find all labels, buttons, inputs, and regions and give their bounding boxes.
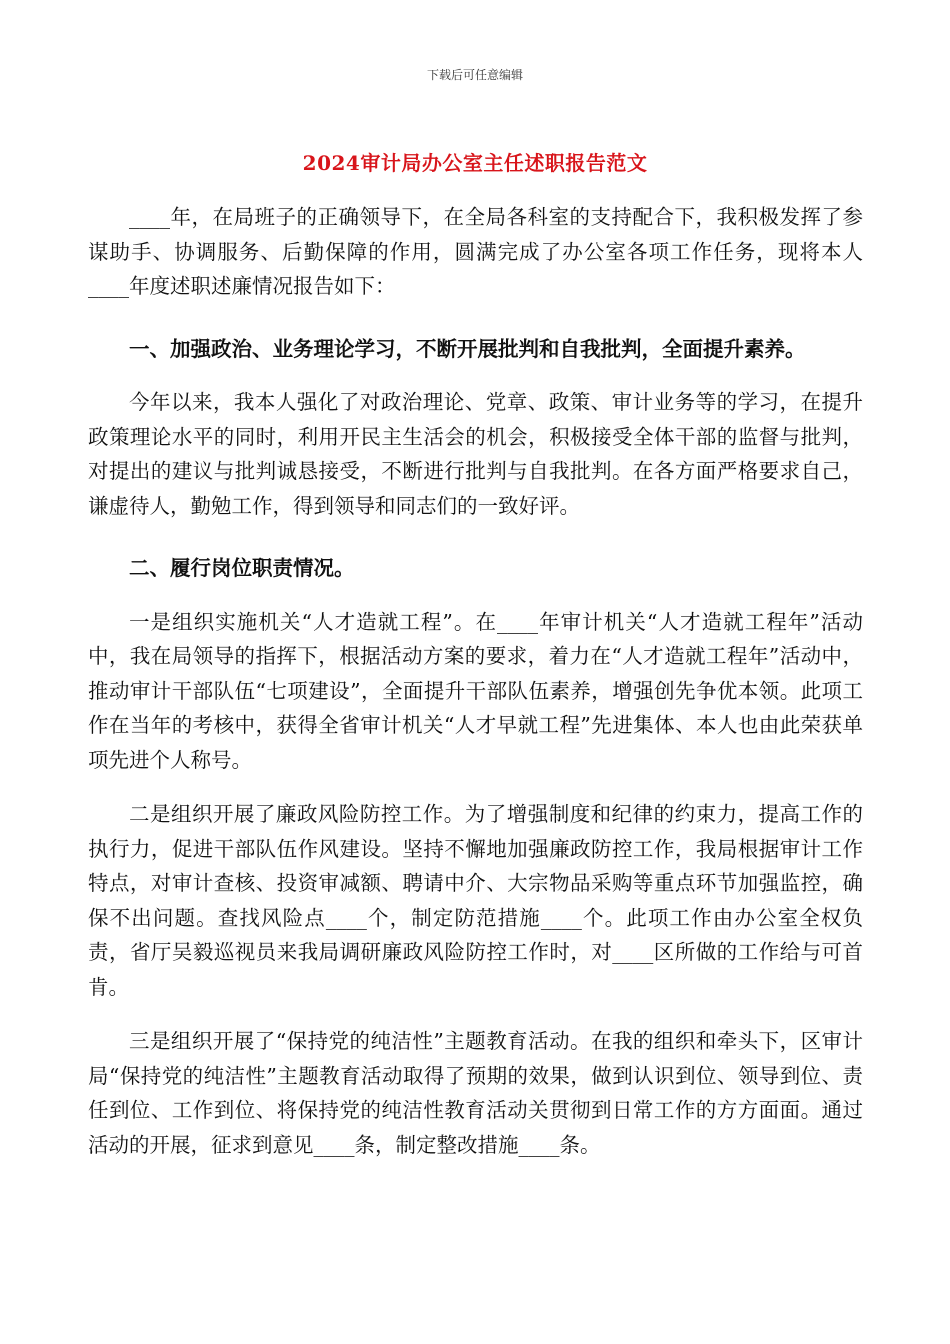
section-2-heading: 二、履行岗位职责情况。 (129, 556, 355, 580)
document-body (88, 200, 863, 1162)
section-2-paragraph-3: 三是组织开展了“保持党的纯洁性”主题教育活动。在我的组织和牵头下，区审计局“保持党的纯洁性”主题教育活动取得了预期的效果，做到认识到位、领导到位、责任到位、工作到位、将保持党的纯洁性教育活动关贯彻到日常工作的方方面面。通过活动的开展，征求到意见____条，制定整改措施____条。 (88, 1029, 863, 1157)
header-note: 下载后可任意编辑 (426, 68, 523, 82)
section-1-heading: 一、加强政治、业务理论学习，不断开展批判和自我批判，全面提升素养。 (129, 336, 806, 361)
section-2-paragraph-2: 二是组织开展了廉政风险防控工作。为了增强制度和纪律的约束力，提高工作的执行力，促进干部队伍作风建设。坚持不懈地加强廉政防控工作，我局根据审计工作特点，对审计查核、投资审减额、聘请中介、大宗物品采购等重点环节加强监控，确保不出问题。查找风险点____个，制定防范措施____个。此项工作由办公室全权负责，省厅吴毅巡视员来我局调研廉政风险防控工作时，对____区所做的工作给与可首肯。 (88, 802, 863, 999)
document-title: 2024审计局办公室主任述职报告范文 (302, 151, 648, 175)
section-2-paragraph-1: 一是组织实施机关“人才造就工程”。在____年审计机关“人才造就工程年”活动中，我在局领导的指挥下，根据活动方案的要求，着力在“人才造就工程年”活动中，推动审计干部队伍“七项建设”，全面提升干部队伍素养，增强创先争优本领。此项工作在当年的考核中，获得全省审计机关“人才早就工程”先进集体、本人也由此荣获单项先进个人称号。 (88, 609, 863, 772)
intro-paragraph: ____年，在局班子的正确领导下，在全局各科室的支持配合下，我积极发挥了参谋助手、协调服务、后勤保障的作用，圆满完成了办公室各项工作任务，现将本人____年度述职述廉情况报告如下： (88, 205, 863, 298)
section-1-paragraph: 今年以来，我本人强化了对政治理论、党章、政策、审计业务等的学习，在提升政策理论水平的同时，利用开民主生活会的机会，积极接受全体干部的监督与批判，对提出的建议与批判诚恳接受，不断进行批判与自我批判。在各方面严格要求自己，谦虚待人，勤勉工作，得到领导和同志们的一致好评。 (88, 390, 863, 518)
